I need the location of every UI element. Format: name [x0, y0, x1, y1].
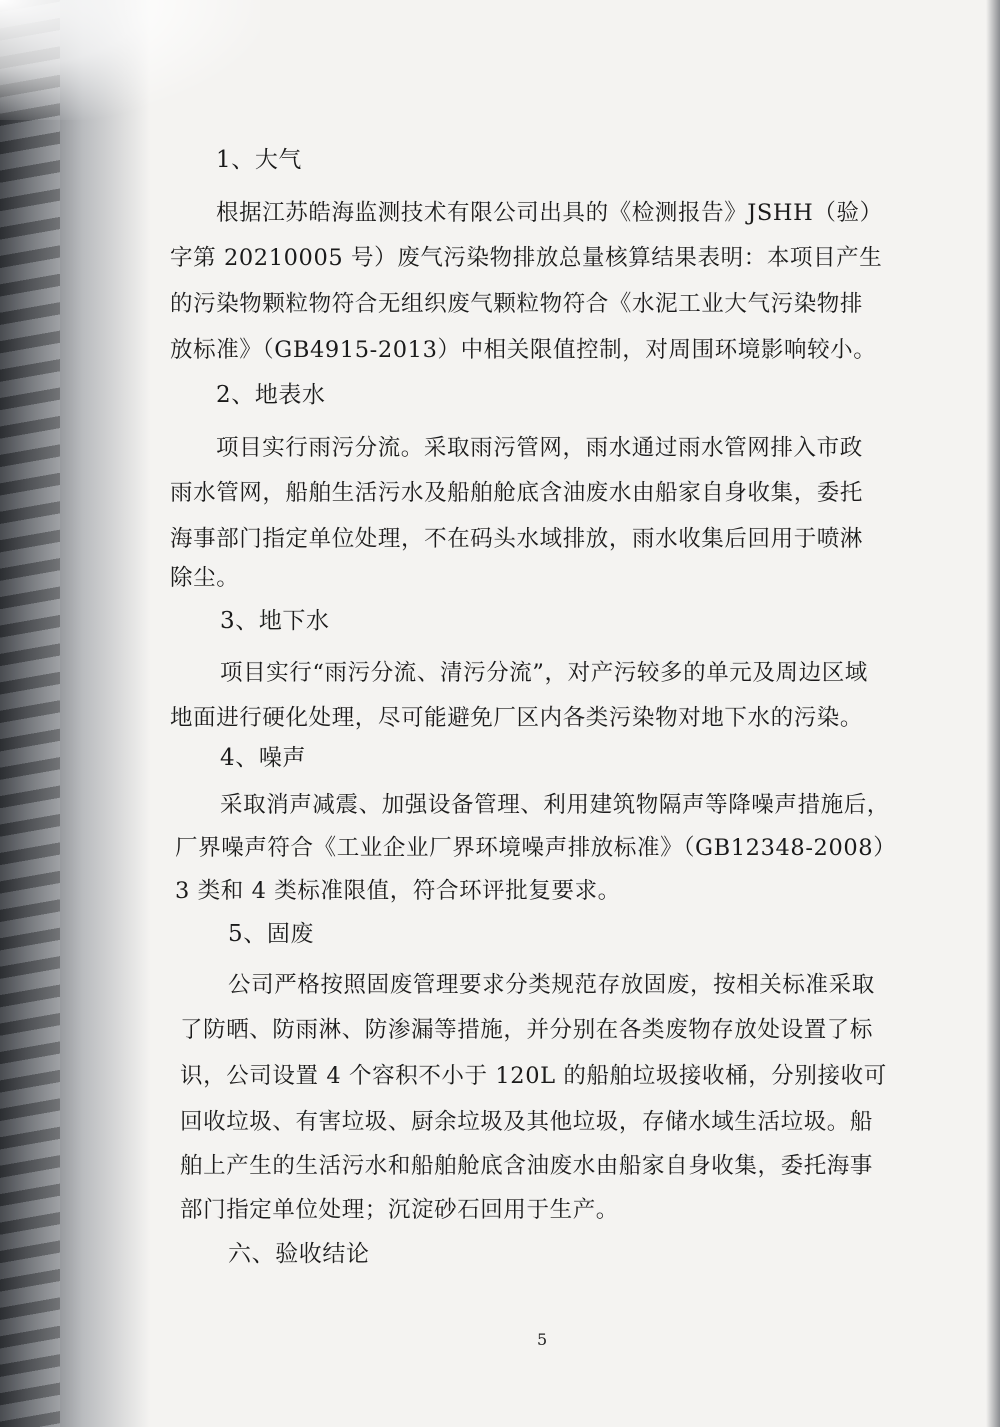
paragraph-line: 地面进行硬化处理，尽可能避免厂区内各类污染物对地下水的污染。 [170, 705, 864, 731]
paragraph-line: 回收垃圾、有害垃圾、厨余垃圾及其他垃圾，存储水域生活垃圾。船 [180, 1109, 874, 1135]
paragraph-line: 项目实行“雨污分流、清污分流”，对产污较多的单元及周边区域 [220, 660, 868, 686]
paragraph-line: 舶上产生的生活污水和船舶舱底含油废水由船家自身收集，委托海事 [180, 1153, 874, 1179]
section-heading-solid-waste: 5、固废 [228, 921, 315, 947]
section-heading-groundwater: 3、地下水 [220, 608, 330, 634]
paragraph-line: 雨水管网，船舶生活污水及船舶舱底含油废水由船家自身收集，委托 [170, 480, 864, 506]
paragraph-line: 3 类和 4 类标准限值，符合环评批复要求。 [175, 878, 621, 904]
paragraph-line: 部门指定单位处理；沉淀砂石回用于生产。 [180, 1197, 619, 1223]
paragraph-line: 采取消声减震、加强设备管理、利用建筑物隔声等降噪声措施后， [220, 792, 890, 818]
section-heading-surface-water: 2、地表水 [216, 382, 326, 408]
section-heading-air: 1、大气 [216, 147, 303, 173]
paragraph-line: 了防晒、防雨淋、防渗漏等措施，并分别在各类废物存放处设置了标 [180, 1017, 874, 1043]
paragraph-line: 厂界噪声符合《工业企业厂界环境噪声排放标准》（GB12348-2008） [175, 835, 897, 861]
paragraph-line: 公司严格按照固废管理要求分类规范存放固废，按相关标准采取 [228, 972, 875, 998]
page-number: 5 [537, 1330, 548, 1349]
paragraph-line: 识，公司设置 4 个容积不小于 120L 的船舶垃圾接收桶，分别接收可 [180, 1063, 887, 1089]
paragraph-line: 除尘。 [170, 565, 240, 591]
paragraph-line: 字第 20210005 号）废气污染物排放总量核算结果表明：本项目产生 [170, 245, 883, 271]
section-heading-acceptance-conclusion: 六、验收结论 [228, 1241, 370, 1267]
document-page [120, 0, 1000, 1427]
section-heading-noise: 4、噪声 [220, 745, 307, 771]
paragraph-line: 的污染物颗粒物符合无组织废气颗粒物符合《水泥工业大气污染物排 [170, 291, 864, 317]
paragraph-line: 海事部门指定单位处理，不在码头水域排放，雨水收集后回用于喷淋 [170, 526, 864, 552]
paragraph-line: 根据江苏皓海监测技术有限公司出具的《检测报告》JSHH（验） [216, 200, 883, 226]
paragraph-line: 项目实行雨污分流。采取雨污管网，雨水通过雨水管网排入市政 [216, 435, 863, 461]
paragraph-line: 放标准》（GB4915-2013）中相关限值控制，对周围环境影响较小。 [170, 337, 877, 363]
